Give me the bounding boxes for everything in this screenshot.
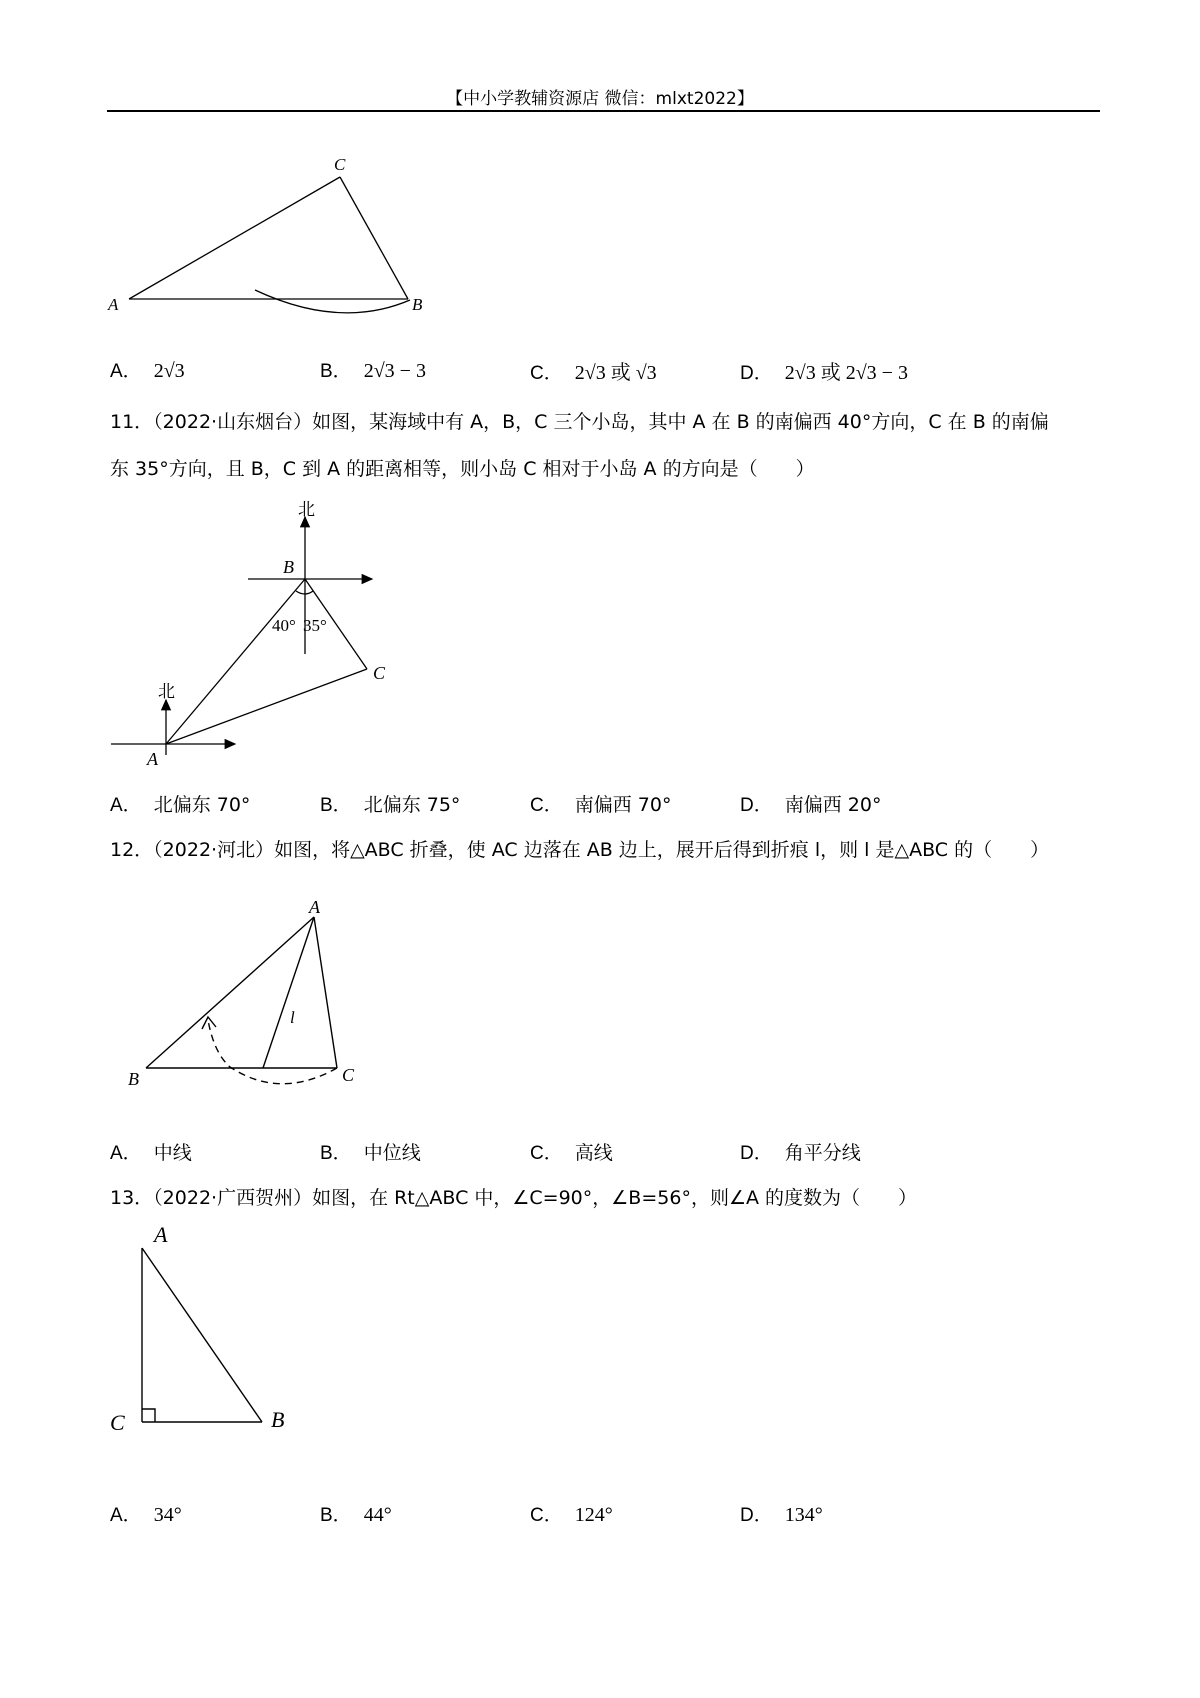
q13-option-a[interactable] bbox=[110, 1500, 182, 1527]
header-rule bbox=[107, 110, 1100, 112]
option-letter: B． bbox=[320, 1505, 352, 1526]
q11-line-1: 11．（2022·山东烟台）如图，某海域中有 A，B，C 三个小岛，其中 A 在 B 的南偏西 40°方向，C 在 B 的南偏 bbox=[110, 411, 1049, 433]
option-letter: B． bbox=[320, 1143, 352, 1164]
option-text: 中线 bbox=[153, 1142, 192, 1164]
label-b: B bbox=[128, 1069, 139, 1089]
label-b: B bbox=[283, 557, 294, 577]
label-c: C bbox=[110, 1410, 125, 1435]
q11-option-d[interactable] bbox=[740, 790, 881, 817]
segment-ab bbox=[142, 1248, 262, 1422]
q12-option-c[interactable] bbox=[530, 1138, 613, 1165]
angle-label-40: 40° bbox=[272, 616, 296, 635]
q11-option-c[interactable] bbox=[530, 790, 671, 817]
option-letter: C． bbox=[530, 795, 563, 816]
option-letter: B． bbox=[320, 795, 352, 816]
q11-option-a[interactable] bbox=[110, 790, 250, 817]
arc-mark bbox=[255, 290, 410, 313]
q10-option-c[interactable] bbox=[530, 356, 657, 385]
option-text: 2√3 或 √3 bbox=[574, 362, 657, 384]
option-letter: A． bbox=[110, 795, 142, 816]
option-letter: A． bbox=[110, 1143, 142, 1164]
label-a: A bbox=[147, 749, 158, 769]
q10-option-d[interactable] bbox=[740, 356, 908, 385]
north-label-a: 北 bbox=[158, 682, 175, 701]
option-letter: C． bbox=[530, 1143, 563, 1164]
option-text: 2√3 bbox=[153, 360, 185, 382]
q10-option-b[interactable] bbox=[320, 356, 426, 383]
q12-option-d[interactable] bbox=[740, 1138, 861, 1165]
option-text: 南偏西 20° bbox=[784, 794, 882, 816]
option-text: 34° bbox=[153, 1504, 182, 1526]
fold-arc bbox=[208, 1020, 337, 1084]
q12-text: 12．（2022·河北）如图，将△ABC 折叠，使 AC 边落在 AB 边上，展开后得到折痕 l，则 l 是△ABC 的（ ） bbox=[110, 839, 1050, 861]
segment-cb bbox=[340, 177, 408, 299]
option-letter: C． bbox=[530, 1505, 563, 1526]
label-l: l bbox=[290, 1008, 295, 1027]
option-text: 北偏东 70° bbox=[153, 794, 251, 816]
label-a: A bbox=[108, 295, 119, 314]
page-header: 【中小学教辅资源店 微信：mlxt2022】 bbox=[446, 89, 754, 109]
figure-q10-triangle bbox=[100, 150, 440, 320]
label-c: C bbox=[334, 155, 346, 174]
figure-q11-islands bbox=[100, 495, 430, 775]
label-b: B bbox=[271, 1407, 285, 1432]
option-letter: D． bbox=[740, 1505, 773, 1526]
q12-option-a[interactable] bbox=[110, 1138, 192, 1165]
option-text: 2√3 或 2√3 − 3 bbox=[784, 362, 908, 384]
segment-ac bbox=[129, 177, 340, 299]
q13-option-c[interactable] bbox=[530, 1500, 613, 1527]
option-text: 134° bbox=[784, 1504, 823, 1526]
q13-option-d[interactable] bbox=[740, 1500, 823, 1527]
option-letter: D． bbox=[740, 1143, 773, 1164]
q10-option-a[interactable] bbox=[110, 356, 185, 383]
option-text: 角平分线 bbox=[784, 1142, 861, 1164]
q12-option-b[interactable] bbox=[320, 1138, 421, 1165]
option-text: 44° bbox=[363, 1504, 392, 1526]
option-letter: C． bbox=[530, 363, 563, 384]
option-text: 2√3 − 3 bbox=[363, 360, 426, 382]
label-a: A bbox=[309, 897, 320, 917]
option-text: 高线 bbox=[574, 1142, 613, 1164]
option-text: 中位线 bbox=[363, 1142, 421, 1164]
option-text: 南偏西 70° bbox=[574, 794, 672, 816]
option-text: 124° bbox=[574, 1504, 613, 1526]
option-letter: B． bbox=[320, 361, 352, 382]
figure-q12-fold bbox=[110, 895, 370, 1095]
segment-ac bbox=[314, 917, 337, 1068]
label-c: C bbox=[342, 1065, 355, 1085]
segment-ac bbox=[166, 669, 367, 744]
angle-label-35: 35° bbox=[303, 616, 327, 635]
option-letter: D． bbox=[740, 795, 773, 816]
north-label-b: 北 bbox=[298, 500, 315, 519]
q11-option-b[interactable] bbox=[320, 790, 460, 817]
figure-q13-right-triangle bbox=[100, 1218, 300, 1438]
option-letter: A． bbox=[110, 1505, 142, 1526]
option-text: 北偏东 75° bbox=[363, 794, 461, 816]
option-letter: A． bbox=[110, 361, 142, 382]
option-letter: D． bbox=[740, 363, 773, 384]
q13-option-b[interactable] bbox=[320, 1500, 392, 1527]
segment-ab bbox=[166, 579, 305, 744]
q11-line-2: 东 35°方向，且 B，C 到 A 的距离相等，则小岛 C 相对于小岛 A 的方向是（ ） bbox=[110, 458, 815, 480]
label-a: A bbox=[154, 1222, 168, 1247]
right-angle-mark bbox=[142, 1409, 155, 1422]
label-b: B bbox=[412, 295, 423, 314]
label-c: C bbox=[373, 663, 386, 683]
q13-text: 13．（2022·广西贺州）如图，在 Rt△ABC 中，∠C=90°，∠B=56°，则∠A 的度数为（ ） bbox=[110, 1187, 918, 1209]
